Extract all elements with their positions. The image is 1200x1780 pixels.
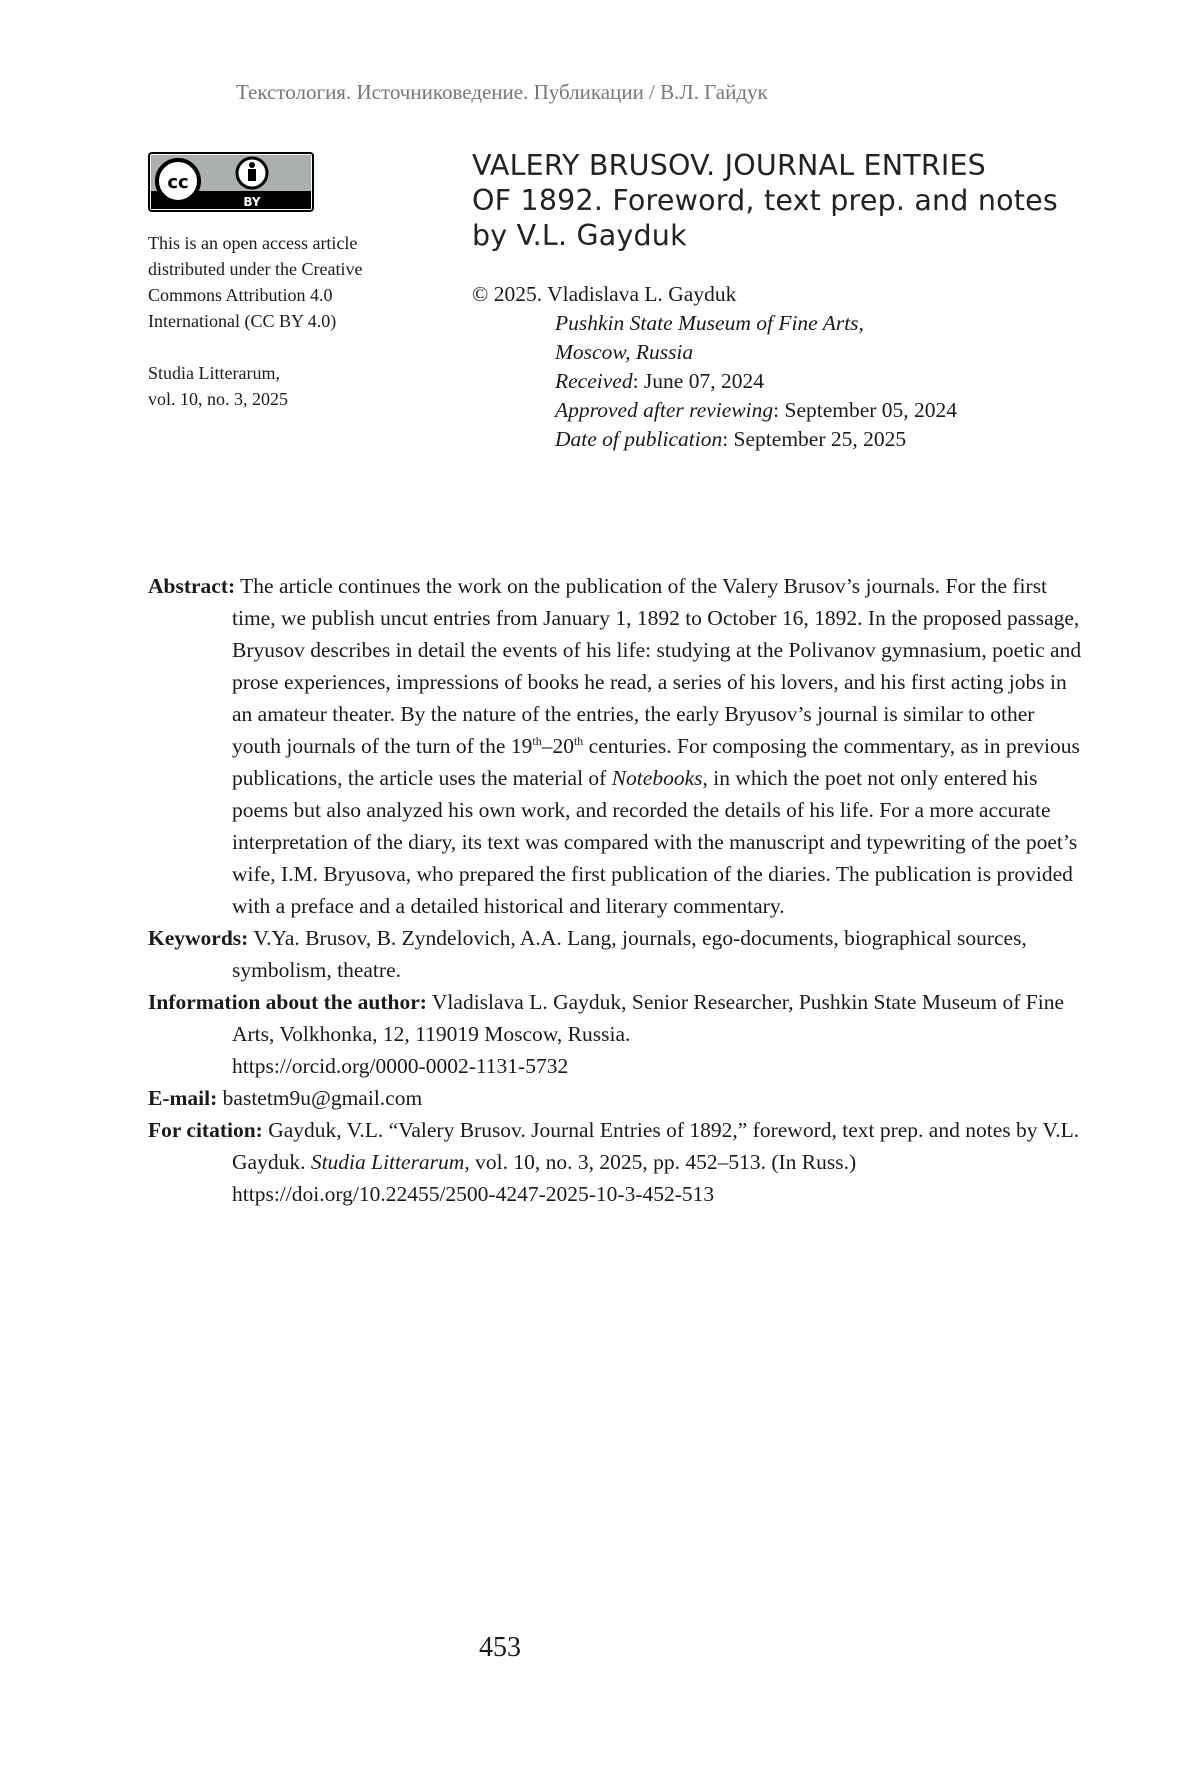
license-column [148,230,428,412]
page-number: 453 [479,1632,521,1663]
author-info: Information about the author: Vladislava L. Gayduk, Senior Researcher, Pushkin State Museum of Fine Arts, Volkhonka, 12, 119019 Moscow, Russia. https://orcid.org/0000-0002-1131-5732 [148,990,1064,1078]
running-head: Текстология. Источниковедение. Публикации / В.Л. Гайдук [236,80,768,104]
citation-label: For citation: [148,1118,263,1142]
abstract-section [148,570,1088,1210]
publication-date: Date of publication: September 25, 2025 [555,427,907,451]
cc-by-label: BY [243,195,261,209]
article-meta [472,280,1072,454]
keywords: Keywords: V.Ya. Brusov, B. Zyndelovich, A.A. Lang, journals, ego-documents, biographical sources, symbolism, theatre. [148,926,1027,982]
copyright: © 2025. Vladislava L. Gayduk [472,282,737,306]
email-label: E-mail: [148,1086,218,1110]
approved-date: Approved after reviewing: September 05, 2024 [555,398,958,422]
email-link[interactable]: bastetm9u@gmail.com [217,1086,423,1110]
author-info-label: Information about the author: [148,990,427,1014]
abstract: Abstract: The article continues the work on the publication of the Valery Brusov’s journals. For the first time, we publish uncut entries from January 1, 1892 to October 16, 1892. In the proposed passage, Bryusov describes in detail the events of his life: studying at the Polivanov gymnasium, poetic and prose experiences, impressions of books he read, a series of his lovers, and his first acting jobs in an amateur theater. By the nature of the entries, the early Bryusov’s journal is similar to other youth journals of the turn of the 19th–20th centuries. For composing the commentary, as in previous publications, the article uses the material of Notebooks, in which the poet not only entered his poems but also analyzed his own work, and recorded the details of his life. For a more accurate interpretation of the diary, its text was compared with the manuscript and typewriting of the poet’s wife, I.M. Bryusova, who prepared the first publication of the diaries. The publication is provided with a preface and a detailed historical and literary commentary. [148,574,1082,918]
affiliation-line: Moscow, Russia [555,340,694,364]
article-title [472,148,1058,253]
license-line: International (CC BY 4.0) [148,311,337,331]
journal-volume: vol. 10, no. 3, 2025 [148,389,289,409]
affiliation-line: Pushkin State Museum of Fine Arts, [555,311,864,335]
license-line: Commons Attribution 4.0 [148,285,333,305]
abstract-label: Abstract: [148,574,236,598]
email [148,1082,1088,1114]
keywords-label: Keywords: [148,926,249,950]
doi-link[interactable]: https://doi.org/10.22455/2500-4247-2025-10-3-452-513 [232,1182,715,1206]
orcid-link[interactable]: https://orcid.org/0000-0002-1131-5732 [232,1054,569,1078]
license-line: This is an open access article [148,233,358,253]
received-date: Received: June 07, 2024 [555,369,764,393]
title-line: VALERY BRUSOV. JOURNAL ENTRIES [472,149,986,182]
title-line: OF 1892. Foreword, text prep. and notes [472,184,1058,217]
journal-name: Studia Litterarum, [148,363,280,383]
citation: For citation: Gayduk, V.L. “Valery Brusov. Journal Entries of 1892,” foreword, text prep. and notes by V.L. Gayduk. Studia Litterarum, vol. 10, no. 3, 2025, pp. 452–513. (In Russ.) https://doi.org/10.22455/2500-4247-2025-10-3-452-513 [148,1118,1080,1206]
svg-text:cc: cc [167,172,189,193]
cc-by-icon [148,152,314,212]
title-line: by V.L. Gayduk [472,219,687,252]
license-line: distributed under the Creative [148,259,363,279]
